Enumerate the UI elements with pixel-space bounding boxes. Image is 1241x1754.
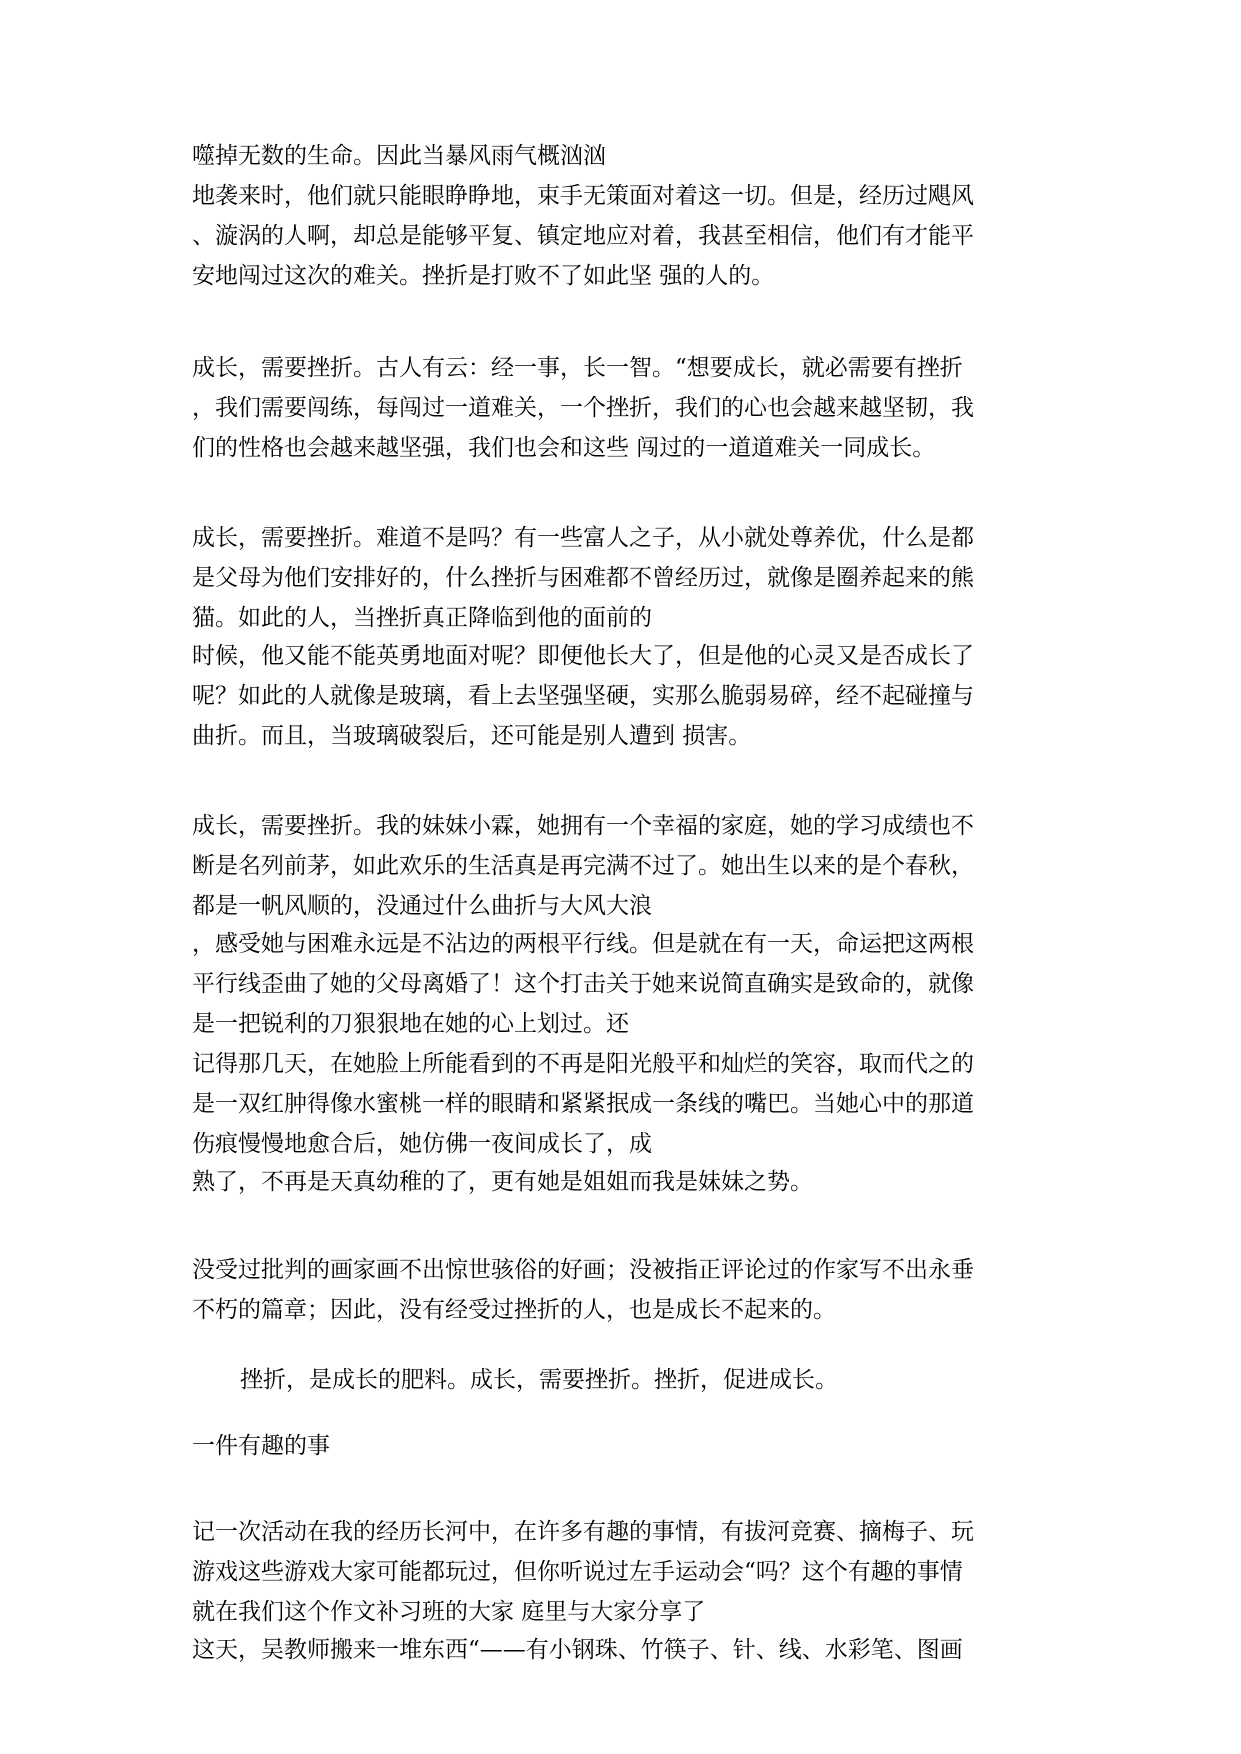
text-line: 就在我们这个作文补习班的大家 庭里与大家分享了	[192, 1599, 706, 1625]
text-line: 伤痕慢慢地愈合后，她仿佛一夜间成长了，成	[192, 1131, 652, 1157]
text-line: 记得那几天，在她脸上所能看到的不再是阳光般平和灿烂的笑容，取而代之的	[192, 1051, 974, 1077]
text-line: 记一次活动在我的经历长河中，在许多有趣的事情，有拔河竞赛、摘梅子、玩	[192, 1519, 974, 1545]
text-line: 平行线歪曲了她的父母离婚了！这个打击关于她来说简直确实是致命的，就像	[192, 971, 974, 997]
text-line: 是一双红肿得像水蜜桃一样的眼睛和紧紧抿成一条线的嘴巴。当她心中的那道	[192, 1091, 974, 1117]
text-line: 成长，需要挫折。难道不是吗？有一些富人之子，从小就处尊养优，什么是都	[192, 525, 974, 551]
text-line: 成长，需要挫折。我的妹妹小霖，她拥有一个幸福的家庭，她的学习成绩也不	[192, 813, 974, 839]
text-line: 断是名列前茅，如此欢乐的生活真是再完满不过了。她出生以来的是个春秋，	[192, 853, 974, 879]
text-line: 们的性格也会越来越坚强，我们也会和这些 闯过的一道道难关一同成长。	[192, 435, 936, 461]
text-line: 游戏这些游戏大家可能都玩过，但你听说过左手运动会“吗？这个有趣的事情	[192, 1559, 963, 1585]
text-line: 是父母为他们安排好的，什么挫折与困难都不曾经历过，就像是圈养起来的熊	[192, 565, 974, 591]
text-line: 、漩涡的人啊，却总是能够平复、镇定地应对着，我甚至相信，他们有才能平	[192, 223, 974, 249]
text-line: 都是一帆风顺的，没通过什么曲折与大风大浪	[192, 893, 652, 919]
text-line: 安地闯过这次的难关。挫折是打败不了如此坚 强的人的。	[192, 263, 775, 289]
text-line: 熟了，不再是天真幼稚的了，更有她是姐姐而我是妹妹之势。	[192, 1169, 813, 1195]
text-line: ，我们需要闯练，每闯过一道难关，一个挫折，我们的心也会越来越坚韧，我	[192, 395, 974, 421]
text-line: 呢？如此的人就像是玻璃，看上去坚强坚硬，实那么脆弱易碎，经不起碰撞与	[192, 683, 974, 709]
text-line: 成长，需要挫折。古人有云：经一事，长一智。“想要成长，就必需要有挫折	[192, 355, 963, 381]
text-line: 猫。如此的人，当挫折真正降临到他的面前的	[192, 605, 652, 631]
text-line: 地袭来时，他们就只能眼睁睁地，束手无策面对着这一切。但是，经历过飓风	[192, 183, 974, 209]
section-heading: 一件有趣的事	[192, 1433, 330, 1459]
text-line: 曲折。而且，当玻璃破裂后，还可能是别人遭到 损害。	[192, 723, 752, 749]
text-line: 噬掉无数的生命。因此当暴风雨气概汹汹	[192, 143, 606, 169]
text-line: 挫折，是成长的肥料。成长，需要挫折。挫折，促进成长。	[240, 1367, 838, 1393]
text-line: ，感受她与困难永远是不沾边的两根平行线。但是就在有一天，命运把这两根	[192, 931, 974, 957]
text-line: 不朽的篇章；因此，没有经受过挫折的人，也是成长不起来的。	[192, 1297, 836, 1323]
text-line: 是一把锐利的刀狠狠地在她的心上划过。还	[192, 1011, 629, 1037]
text-line: 这天，吴教师搬来一堆东西“——有小钢珠、竹筷子、针、线、水彩笔、图画	[192, 1637, 963, 1663]
text-line: 时候，他又能不能英勇地面对呢？即便他长大了，但是他的心灵又是否成长了	[192, 643, 974, 669]
text-line: 没受过批判的画家画不出惊世骇俗的好画；没被指正评论过的作家写不出永垂	[192, 1257, 974, 1283]
